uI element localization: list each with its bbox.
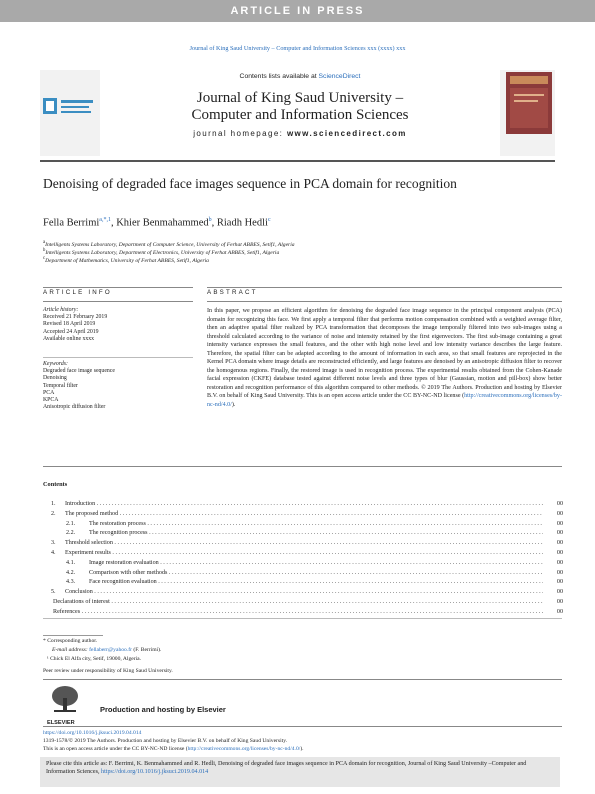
elsevier-rule [43,679,562,680]
keywords-block [43,361,193,411]
elsevier-logo-text: ELSEVIER [47,720,75,726]
toc-entry[interactable] [43,539,563,548]
article-in-press-banner: ARTICLE IN PRESS [0,0,595,22]
toc-entry[interactable] [43,588,563,597]
toc-title: Threshold selection . . . [65,539,543,548]
article-info-rule [43,287,193,288]
toc-number: 5. [51,589,56,596]
toc-number: 1. [51,501,56,507]
email-label: E-mail address: [52,647,88,653]
author-name[interactable]: Khier Benmahammed [116,217,209,229]
toc-number: 3. [51,540,56,547]
history-item: Available online xxxx [43,335,95,342]
toc-title: Declarations of interest . . . [53,598,543,607]
footnote-rule [43,635,103,636]
toc-page: 00 [556,510,563,517]
toc-entry[interactable] [43,510,563,519]
copyright-text: © 2019 The Authors. Production and hosting by Elsevier B.V. on behalf of King Saud University. This is an open access article under the CC BY-NC-ND license ( [207,384,562,400]
history-label: Article history: [43,307,79,313]
toc-title: Image restoration evaluation . . . [89,559,543,568]
article-title: Denoising of degraded face images sequence in PCA domain for recognition [43,176,457,191]
keyword: KPCA [43,397,59,404]
toc-entry[interactable] [43,529,563,538]
abstract-body: In this paper, we propose an efficient algorithm for denoising the degraded face image sequence in the principal component analysis (PCA) domain for recognizing this face. We first apply a temporal filter that performs motion compensation combined with a weighted average filter, then an adaptive spatial filter realized by PCA transformation that decomposes the image temporally filtered into two sub-images using a threshold calculated according to the variance of noise and intensity retained by the first eigenvectors. The first sub-image containing a great intensity variance expresses the small features, and the other with high noise level and low intensity variance describes the large feature. Therefore, the spatial filter can be adapted according to the amount of information in each area, so that small features are reprojected in the Kernel PCA domain where image details are reconstructed efficiently, and large features are denoised by an anisotropic diffusion filter to recover the homogenous regions. Finally, the restored image is used in recognition process. The experimental results obtained from the Cohen-Kanade facial expression (CKFE) database tested against different noise levels and three types of blur (Gaussian, motion and pill-box) show better restoration and recognition performance of this algorithm compared to other methods. © 2019 The Authors. Production and hosting by Elsevier B.V. on behalf of King Saud University. This is an open access article under the CC BY-NC-ND license (http://creativecommons.org/licenses/by-nc-nd/4.0/). [207,308,562,409]
toc-page: 00 [556,608,563,615]
toc-page: 00 [556,569,563,576]
keywords-label: Keywords: [43,361,68,367]
email-line [52,647,161,654]
toc-entry[interactable] [43,578,563,587]
journal-homepage [100,129,500,138]
contents-prefix: Contents lists available at [239,73,317,80]
toc-entry[interactable] [43,500,563,509]
toc-title: Experiment results . . . [65,549,543,558]
author-name[interactable]: Riadh Hedli [216,217,268,229]
toc-number: 4. [51,550,56,556]
keyword: Temporal filter [43,382,78,389]
abstract-bottom-rule [43,466,562,467]
email-suffix: (F. Berrimi). [133,647,162,653]
toc-number: 2. [51,510,56,517]
abstract-heading: ABSTRACT [207,289,258,296]
history-item: Received 21 February 2019 [43,314,108,321]
author-marks[interactable]: a,*,1 [99,217,111,223]
homepage-label: journal homepage: [193,129,284,138]
author-marks[interactable]: c [267,217,271,223]
oa-license-link[interactable]: http://creativecommons.org/licenses/by-nc-nd/4.0/ [187,746,301,752]
elsevier-tree-logo [48,684,82,718]
footnote-1: ¹ Chick El Alfa city, Setif, 19000, Algeria. [47,656,142,662]
toc-page: 00 [556,550,563,556]
keywords-rule [43,357,193,358]
journal-cover-image [506,72,552,134]
open-access-line: This is an open access article under the CC BY-NC-ND license (http://creativecommons.org/licenses/by-nc-nd/4.0/). [43,746,304,752]
journal-title [100,90,500,124]
toc-title: The restoration process . . . [89,520,543,529]
toc-number: 4.3. [66,579,76,586]
toc-number: 4.2. [66,569,76,576]
toc-page: 00 [556,520,563,527]
keyword: PCA [43,389,55,396]
issn-line: 1319-1578/© 2019 The Authors. Production and hosting by Elsevier B.V. on behalf of King Saud University. [43,738,288,744]
abstract-rule [207,301,562,302]
toc-number: 4.1. [66,559,76,566]
toc-title: The recognition process . . . [89,529,543,538]
author-name[interactable]: Fella Berrimi [43,217,100,229]
keyword: Denoising [43,375,67,382]
journal-title-line1: Journal of King Saud University – [196,90,404,106]
header-rule [40,160,555,162]
toc-page: 00 [556,599,563,605]
doi-link[interactable]: https://doi.org/10.1016/j.jksuci.2019.04.014 [43,730,142,736]
abstract-rule [207,287,562,288]
email-link[interactable]: fellaberr@yahoo.fr [89,647,132,653]
abstract-text: In this paper, we propose an efficient algorithm for denoising the degraded face image sequence in the principal component analysis (PCA) domain for recognizing this face. We first apply a temporal filter that performs motion compensation combined with a weighted average filter, then an adaptive spatial filter realized by PCA transformation that decomposes the image temporally filtered into two sub-images using a threshold calculated according to the variance of noise and intensity retained by the first eigenvectors. The first sub-image containing a great intensity variance expresses the small features, and the other with high noise level and low intensity variance describes the large feature. Therefore, the spatial filter can be adapted according to the amount of information in each area, so that small features are reprojected in the Kernel PCA domain where image details are reconstructed efficiently, and large features are denoised by an anisotropic diffusion filter to recover the homogenous regions. Finally, the restored image is used in recognition process. The experimental results obtained from the Cohen-Kanade facial expression (CKFE) database tested against different noise levels and three types of blur (Gaussian, motion and pill-box) show better restoration and recognition performance of this algorithm compared to other methods. [207,308,562,391]
affiliation: $^b$Intelligents Systems Laboratory, Department of Electronics, University of Ferhat ABBES, Setif1, Algeria [43,248,280,256]
article-history [43,307,193,343]
ksu-logo [43,94,95,118]
keyword: Degraded face image sequence [43,368,115,375]
toc-entry[interactable] [43,608,563,617]
affiliation: $^a$Intelligents Systems Laboratory, Department of Computer Science, University of Ferhat ABBES, Setif1, Algeria [43,240,295,248]
license-link[interactable]: http://creativecommons.org/licenses/by-nc-nd/4.0/ [207,393,562,409]
toc-page: 00 [556,501,563,507]
author-list: Fella Berrimi$^{a,*,1}$, Khier Benmahammed$^b$, Riadh Hedli$^c$ [43,217,271,229]
toc-title: The proposed method . . . [65,510,543,519]
keyword: Anisotropic diffusion filter [43,404,106,411]
toc-page: 00 [556,540,563,547]
toc-title: Conclusion . . . [65,588,543,597]
history-item: Revised 18 April 2019 [43,321,96,328]
journal-reference[interactable]: Journal of King Saud University – Computer and Information Sciences xxx (xxxx) xxx [189,45,406,52]
toc-page: 00 [556,559,563,566]
production-hosting: Production and hosting by Elsevier [100,705,226,714]
corresponding-author-note: * Corresponding author. [43,638,98,644]
toc-entry[interactable] [43,549,563,558]
toc-title: Introduction . . . [65,500,543,509]
elsevier-bottom-rule [43,726,562,727]
affiliation: $^c$Department of Mathematics, University of Ferhat ABBES, Setif1, Algeria [43,256,209,264]
contents-bottom-rule [43,618,562,619]
toc-entry[interactable] [43,520,563,529]
toc-page: 00 [556,579,563,586]
history-item: Accepted 24 April 2019 [43,328,99,335]
toc-entry[interactable] [43,569,563,578]
peer-review-note: Peer review under responsibility of King Saud University. [43,668,173,674]
contents-heading: Contents [43,481,68,488]
article-info-rule [43,301,193,302]
toc-title: Face recognition evaluation . . . [89,578,543,587]
author-marks[interactable]: b [208,217,212,223]
citation-box [40,757,560,787]
toc-page: 00 [556,530,563,537]
homepage-url[interactable]: www.sciencedirect.com [286,129,407,138]
journal-title-line2: Computer and Information Sciences [191,107,409,123]
toc-title: References . . . [53,608,543,617]
sciencedirect-link[interactable]: ScienceDirect [318,73,361,80]
contents-available-line [100,73,500,80]
citation-text: Please cite this article as: F. Berrimi, K. Benmahammed and R. Hedli, Denoising of degraded face images sequence in PCA domain for recognition, Journal of King Saud University –Computer and Information Sciences, [46,761,527,776]
citation-doi-link[interactable]: https://doi.org/10.1016/j.jksuci.2019.04.014 [101,769,209,776]
toc-page: 00 [556,589,563,596]
toc-number: 2.2. [66,530,76,537]
toc-title: Comparison with other methods . . . [89,569,543,578]
toc-entry[interactable] [43,559,563,568]
toc-number: 2.1. [66,520,76,527]
toc-entry[interactable] [43,598,563,607]
article-info-heading: ARTICLE INFO [43,289,112,296]
